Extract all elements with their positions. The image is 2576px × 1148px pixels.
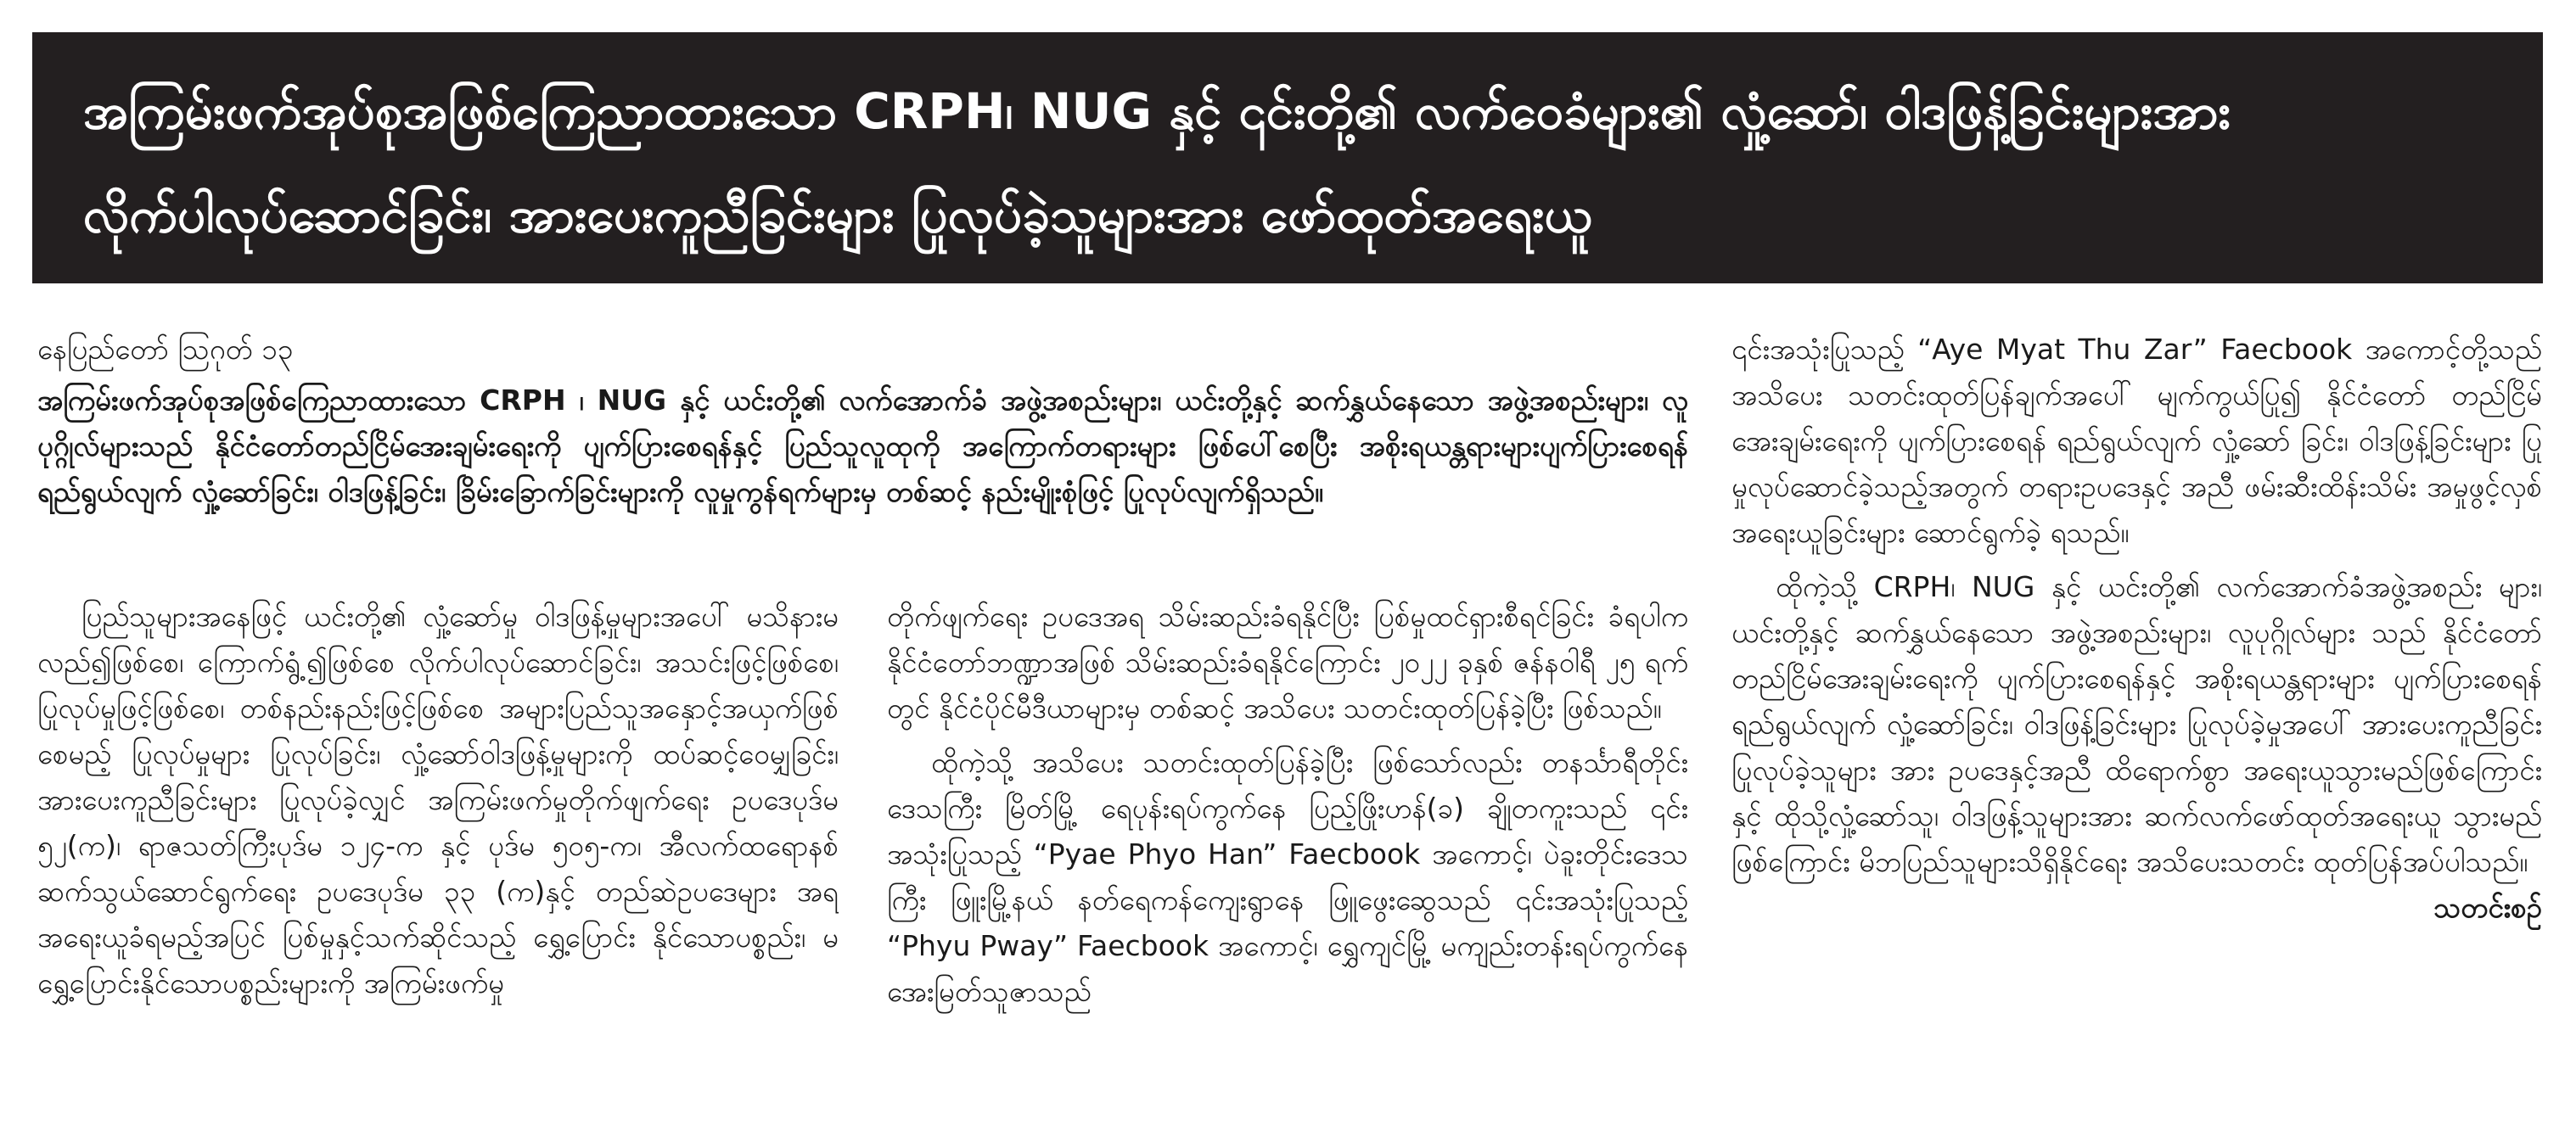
article-column-1	[37, 594, 839, 1006]
column-3-paragraph-1: ၎င်းအသုံးပြုသည့် “Aye Myat Thu Zar” Faecbook အကောင့်တို့သည် အသိပေး သတင်းထုတ်ပြန်ချက်အပေါ် မျက်ကွယ်ပြု၍ နိုင်ငံတော် တည်ငြိမ်အေးချမ်းရေးကို ပျက်ပြားစေရန် ရည်ရွယ်လျက် လှုံ့ဆော် ခြင်း၊ ဝါဒဖြန့်ခြင်းများ ပြုမှုလုပ်ဆောင်ခဲ့သည့်အတွက် တရားဥပဒေနှင့် အညီ ဖမ်းဆီးထိန်းသိမ်း အမှုဖွင့်လှစ်အရေးယူခြင်းများ ဆောင်ရွက်ခဲ့ ရသည်။	[1731, 333, 2542, 549]
column-1-paragraph-1: ပြည်သူများအနေဖြင့် ယင်းတို့၏ လှုံ့ဆော်မှု ဝါဒဖြန့်မှုများအပေါ် မသိနားမလည်၍ဖြစ်စေ၊ ကြောက်ရွံ့၍ဖြစ်စေ လိုက်ပါလုပ်ဆောင်ခြင်း၊ အသင်းဖြင့်ဖြစ်စေ၊ ပြုလုပ်မှုဖြင့်ဖြစ်စေ၊ တစ်နည်းနည်းဖြင့်ဖြစ်စေ အများပြည်သူအနှောင့်အယှက်ဖြစ်စေမည့် ပြုလုပ်မှုများ ပြုလုပ်ခြင်း၊ လှုံ့ဆော်ဝါဒဖြန့်မှုများကို ထပ်ဆင့်ဝေမျှခြင်း၊ အားပေးကူညီခြင်းများ ပြုလုပ်ခဲ့လျှင် အကြမ်းဖက်မှုတိုက်ဖျက်ရေး ဥပဒေပုဒ်မ ၅၂(က)၊ ရာဇသတ်ကြီးပုဒ်မ ၁၂၄-က နှင့် ပုဒ်မ ၅၀၅-က၊ အီလက်ထရောနစ် ဆက်သွယ်ဆောင်ရွက်ရေး ဥပဒေပုဒ်မ ၃၃ (က)နှင့် တည်ဆဲဥပဒေများ အရ အရေးယူခံရမည့်အပြင် ပြစ်မှုနှင့်သက်ဆိုင်သည့် ရွှေ့ပြောင်း နိုင်သောပစ္စည်း၊ မရွှေ့ပြောင်းနိုင်သောပစ္စည်းများကို အကြမ်းဖက်မှု	[37, 600, 839, 1000]
headline-line-2: လိုက်ပါလုပ်ဆောင်ခြင်း၊ အားပေးကူညီခြင်းများ ပြုလုပ်ခဲ့သူများအား ဖော်ထုတ်အရေးယူ	[83, 186, 1592, 244]
article-column-3	[1731, 327, 2542, 931]
lead-paragraph: အကြမ်းဖက်အုပ်စုအဖြစ်ကြေညာထားသော CRPH ၊ NUG နှင့် ယင်းတို့၏ လက်အောက်ခံ အဖွဲ့အစည်းများ၊ ယင်းတို့နှင့် ဆက်နွှယ်နေသော အဖွဲ့အစည်းများ၊ လူပုဂ္ဂိုလ်များသည် နိုင်ငံတော်တည်ငြိမ်အေးချမ်းရေးကို ပျက်ပြားစေရန်နှင့် ပြည်သူလူထုကို အကြောက်တရားများ ဖြစ်ပေါ်စေပြီး အစိုးရယန္တရားများပျက်ပြားစေရန် ရည်ရွယ်လျက် လှုံ့ဆော်ခြင်း၊ ဝါဒဖြန့်ခြင်း၊ ခြိမ်းခြောက်ခြင်းများကို လူမှုကွန်ရက်များမှ တစ်ဆင့် နည်းမျိုးစုံဖြင့် ပြုလုပ်လျက်ရှိသည်။	[37, 384, 1688, 508]
column-3-paragraph-2: ထိုကဲ့သို့ CRPH၊ NUG နှင့် ယင်းတို့၏ လက်အောက်ခံအဖွဲ့အစည်း များ၊ ယင်းတို့နှင့် ဆက်နွှယ်နေသော အဖွဲ့အစည်းများ၊ လူပုဂ္ဂိုလ်များ သည် နိုင်ငံတော်တည်ငြိမ်အေးချမ်းရေးကို ပျက်ပြားစေရန်နှင့် အစိုးရယန္တရားများ ပျက်ပြားစေရန်ရည်ရွယ်လျက် လှုံ့ဆော်ခြင်း၊ ဝါဒဖြန့်ခြင်းများ ပြုလုပ်ခဲ့မှုအပေါ် အားပေးကူညီခြင်း ပြုလုပ်ခဲ့သူများ အား ဥပဒေနှင့်အညီ ထိရောက်စွာ အရေးယူသွားမည်ဖြစ်ကြောင်းနှင့် ထိုသို့လှုံ့ဆော်သူ၊ ဝါဒဖြန့်သူများအား ဆက်လက်ဖော်ထုတ်အရေးယူ သွားမည်ဖြစ်ကြောင်း မိဘပြည်သူများသိရှိနိုင်ရေး အသိပေးသတင်း ထုတ်ပြန်အပ်ပါသည်။	[1731, 570, 2542, 878]
dateline: နေပြည်တော် ဩဂုတ် ၁၃	[37, 333, 294, 366]
column-2-paragraph-2: ထိုကဲ့သို့ အသိပေး သတင်းထုတ်ပြန်ခဲ့ပြီး ဖြစ်သော်လည်း တနင်္သာရီတိုင်းဒေသကြီး မြိတ်မြို့ ရေပုန်းရပ်ကွက်နေ ပြည့်ဖြိုးဟန်(ခ) ချိုတကူးသည် ၎င်းအသုံးပြုသည့် “Pyae Phyo Han” Faecbook အကောင့်၊ ပဲခူးတိုင်းဒေသကြီး ဖြူးမြို့နယ် နတ်ရေကန်ကျေးရွာနေ ဖြူဖွေးဆွေသည် ၎င်းအသုံးပြုသည့် “Phyu Pway” Faecbook အကောင့်၊ ရွှေကျင်မြို့ မကျည်းတန်းရပ်ကွက်နေ အေးမြတ်သူဇာသည်	[887, 746, 1688, 1008]
article-intro	[37, 327, 1688, 515]
headline-banner	[32, 32, 2543, 283]
column-2-paragraph-1: တိုက်ဖျက်ရေး ဥပဒေအရ သိမ်းဆည်းခံရနိုင်ပြီး ပြစ်မှုထင်ရှားစီရင်ခြင်း ခံရပါက နိုင်ငံတော်ဘဏ္ဍာအဖြစ် သိမ်းဆည်းခံရနိုင်ကြောင်း ၂၀၂၂ ခုနှစ် ဇန်နဝါရီ ၂၅ ရက်တွင် နိုင်ငံပိုင်မီဒီယာများမှ တစ်ဆင့် အသိပေး သတင်းထုတ်ပြန်ခဲ့ပြီး ဖြစ်သည်။	[887, 600, 1688, 725]
article-column-2	[887, 594, 1688, 1015]
byline: သတင်းစဉ်	[2433, 891, 2542, 924]
headline-line-1: အကြမ်းဖက်အုပ်စုအဖြစ်ကြေညာထားသော CRPH၊ NUG နှင့် ၎င်းတို့၏ လက်ဝေခံများ၏ လှုံ့ဆော်၊ ဝါဒဖြန့်ခြင်းများအား	[83, 82, 2231, 140]
